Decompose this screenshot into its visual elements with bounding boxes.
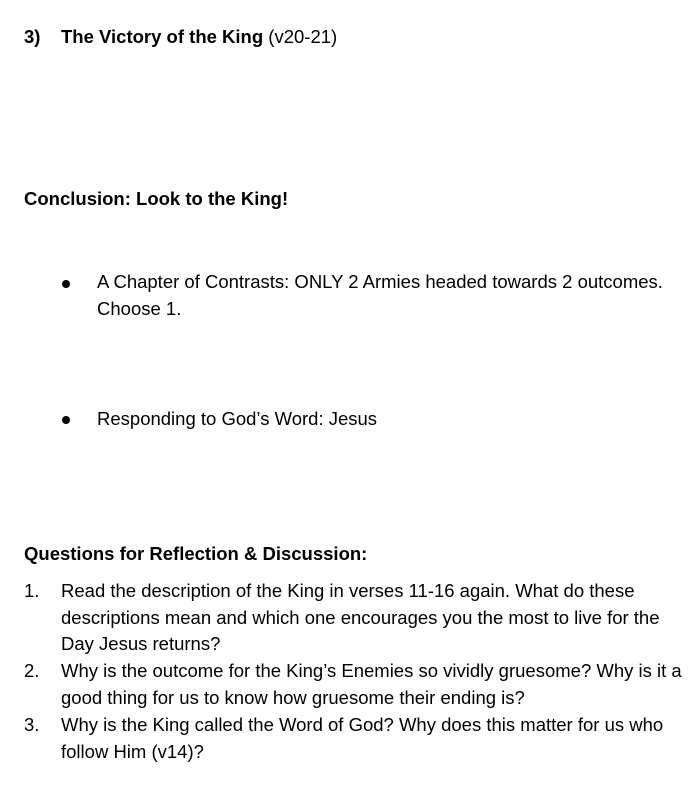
questions-title: Questions for Reflection & Discussion: [24,543,368,564]
question-number: 3. [24,714,40,735]
section-title: The Victory of the King [61,26,264,47]
section-verse-ref: (v20-21) [268,26,338,47]
question-number: 2. [24,660,40,681]
bullet-marker [62,416,70,424]
section-number: 3) [24,26,41,47]
question-text: Why is the King called the Word of God? Why does this matter for us who follow Him (v14)? [61,714,664,762]
question-text: Why is the outcome for the King’s Enemies so vividly gruesome? Why is it a good thing for us to know how gruesome their ending is? [61,660,682,708]
conclusion-bullet: A Chapter of Contrasts: ONLY 2 Armies headed towards 2 outcomes. Choose 1. [97,271,663,319]
question-item [24,712,694,765]
conclusion-bullet: Responding to God’s Word: Jesus [97,408,378,429]
bullet-marker [62,280,70,288]
section-heading [24,26,337,48]
question-text: Read the description of the King in verses 11-16 again. What do these descriptions mean and which one encourages you the most to live for the Day Jesus returns? [61,580,660,654]
conclusion-title: Conclusion: Look to the King! [24,188,289,209]
question-number: 1. [24,580,40,601]
question-item [24,658,694,711]
question-item [24,578,694,658]
